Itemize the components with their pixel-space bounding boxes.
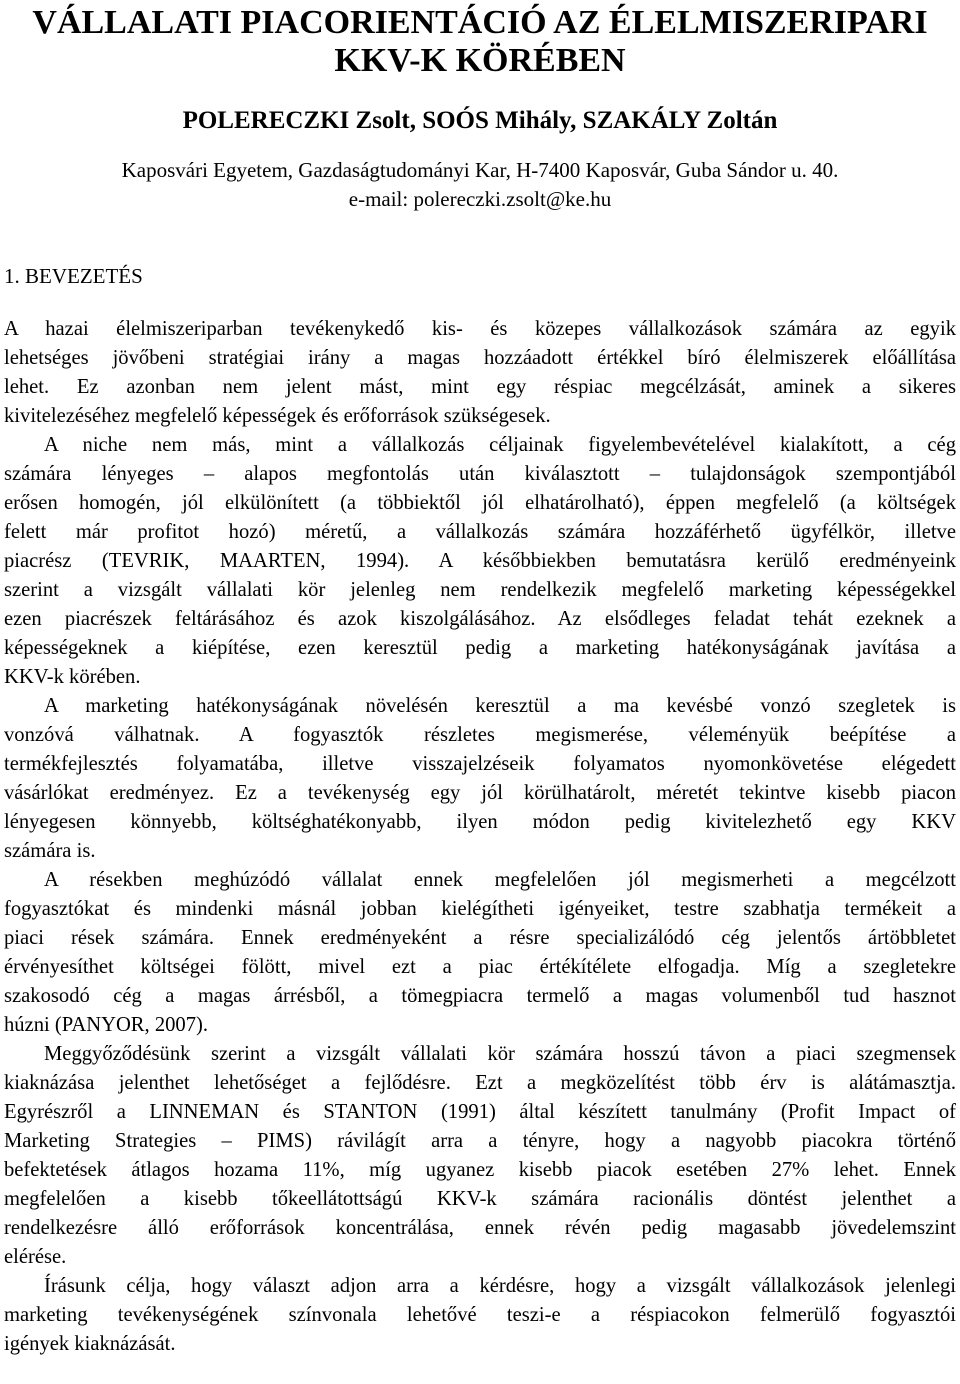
affiliation-address: Kaposvári Egyetem, Gazdaságtudományi Kar, H-7400 Kaposvár, Guba Sándor u. 40. bbox=[121, 158, 839, 182]
text-line: KKV-k körében. bbox=[4, 666, 141, 688]
text-line: felett már profitot hozó) méretű, a vállalkozás számára hozzáférhető ügyfélkör, illetve bbox=[4, 521, 956, 543]
paper-title bbox=[4, 4, 956, 80]
text-line: ezen piacrészek feltárásához és azok kiszolgálásához. Az elsődleges feladat tehát ezeknek a bbox=[4, 608, 956, 630]
text-line: vonzóvá válhatnak. A fogyasztók részletes megismerése, véleményük beépítése a bbox=[4, 724, 956, 746]
title-line-2: KKV-K KÖRÉBEN bbox=[334, 42, 626, 79]
text-line: rendelkezésre álló erőforrások koncentrálása, ennek révén pedig magasabb jövedelemszint bbox=[4, 1217, 956, 1239]
text-line: lehetséges jövőbeni stratégiai irány a magas hozzáadott értékkel bíró élelmiszerek előállítása bbox=[4, 347, 956, 369]
affiliation-email: e-mail: polereczki.zsolt@ke.hu bbox=[348, 187, 612, 211]
text-line: szerint a vizsgált vállalati kör jelenleg nem rendelkezik megfelelő marketing képességekkel bbox=[4, 579, 956, 601]
text-line: A marketing hatékonyságának növelésén keresztül a ma kevésbé vonzó szegletek is bbox=[44, 695, 956, 717]
text-line: számára is. bbox=[4, 840, 96, 862]
text-line: lehet. Ez azonban nem jelent mást, mint egy réspiac megcélzását, aminek a sikeres bbox=[4, 376, 956, 398]
section-heading: 1. BEVEZETÉS bbox=[4, 264, 143, 288]
text-line: kivitelezéséhez megfelelő képességek és erőforrások szükségesek. bbox=[4, 405, 551, 427]
text-line: lényegesen könnyebb, költséghatékonyabb, ilyen módon pedig kivitelezhető egy KKV bbox=[4, 811, 956, 833]
text-line: megfelelően a kisebb tőkeellátottságú KKV-k számára racionális döntést jelenthet a bbox=[4, 1188, 956, 1210]
text-line: érvényesíthet költségei fölött, mivel ezt a piac értékítélete elfogadja. Míg a szegletekre bbox=[4, 956, 956, 978]
title-line-1: VÁLLALATI PIACORIENTÁCIÓ AZ ÉLELMISZERIPARI bbox=[32, 4, 928, 41]
paper-page bbox=[4, 0, 956, 1359]
affiliation bbox=[4, 156, 956, 214]
text-line: kiaknázása jelenthet lehetőséget a fejlődésre. Ezt a megközelítést több érv is alátámasztja. bbox=[4, 1072, 956, 1094]
text-line: Egyrészről a LINNEMAN és STANTON (1991) által készített tanulmány (Profit Impact of bbox=[4, 1101, 956, 1123]
author-list: POLERECZKI Zsolt, SOÓS Mihály, SZAKÁLY Zoltán bbox=[182, 107, 778, 134]
text-line: fogyasztókat és mindenki másnál jobban kielégítheti igényeiket, testre szabhatja termékeit a bbox=[4, 898, 956, 920]
text-line: vásárlókat eredményez. Ez a tevékenység egy jól körülhatárolt, méretét tekintve kisebb piacon bbox=[4, 782, 956, 804]
text-line: piacrész (TEVRIK, MAARTEN, 1994). A későbbiekben bemutatásra kerülő eredményeink bbox=[4, 550, 956, 572]
text-line: A résekben meghúzódó vállalat ennek megfelelően jól megismerheti a megcélzott bbox=[44, 869, 956, 891]
text-line: A niche nem más, mint a vállalkozás céljainak figyelembevételével kialakított, a cég bbox=[44, 434, 956, 456]
text-line: piaci rések számára. Ennek eredményeként a résre specializálódó cég jelentős ártöbbletet bbox=[4, 927, 956, 949]
text-line: húzni (PANYOR, 2007). bbox=[4, 1014, 209, 1036]
text-line: képességeknek a kiépítése, ezen keresztül pedig a marketing hatékonyságának javítása a bbox=[4, 637, 956, 659]
body-text bbox=[4, 315, 956, 1359]
text-line: A hazai élelmiszeriparban tevékenykedő kis- és közepes vállalkozások számára az egyik bbox=[4, 318, 956, 340]
text-line: igények kiaknázását. bbox=[4, 1333, 176, 1355]
text-line: szakosodó cég a magas árrésből, a tömegpiacra termelő a magas volumenből tud hasznot bbox=[4, 985, 956, 1007]
text-line: Meggyőződésünk szerint a vizsgált vállalati kör számára hosszú távon a piaci szegmensek bbox=[44, 1043, 956, 1065]
text-line: befektetések átlagos hozama 11%, míg ugyanez kisebb piacok esetében 27% lehet. Ennek bbox=[4, 1159, 956, 1181]
text-line: Marketing Strategies – PIMS) rávilágít arra a tényre, hogy a nagyobb piacokra történő bbox=[4, 1130, 956, 1152]
text-line: marketing tevékenységének színvonala lehetővé teszi-e a réspiacokon felmerülő fogyasztói bbox=[4, 1304, 956, 1326]
text-line: termékfejlesztés folyamatába, illetve visszajelzéseik folyamatos nyomonkövetése elégedett bbox=[4, 753, 956, 775]
text-line: erősen homogén, jól elkülönített (a többiektől jól elhatárolható), éppen megfelelő (a költségek bbox=[4, 492, 956, 514]
text-line: elérése. bbox=[4, 1246, 67, 1268]
text-line: Írásunk célja, hogy választ adjon arra a kérdésre, hogy a vizsgált vállalkozások jelenlegi bbox=[44, 1275, 956, 1297]
text-line: számára lényeges – alapos megfontolás után kiválasztott – tulajdonságok szempontjából bbox=[4, 463, 956, 485]
